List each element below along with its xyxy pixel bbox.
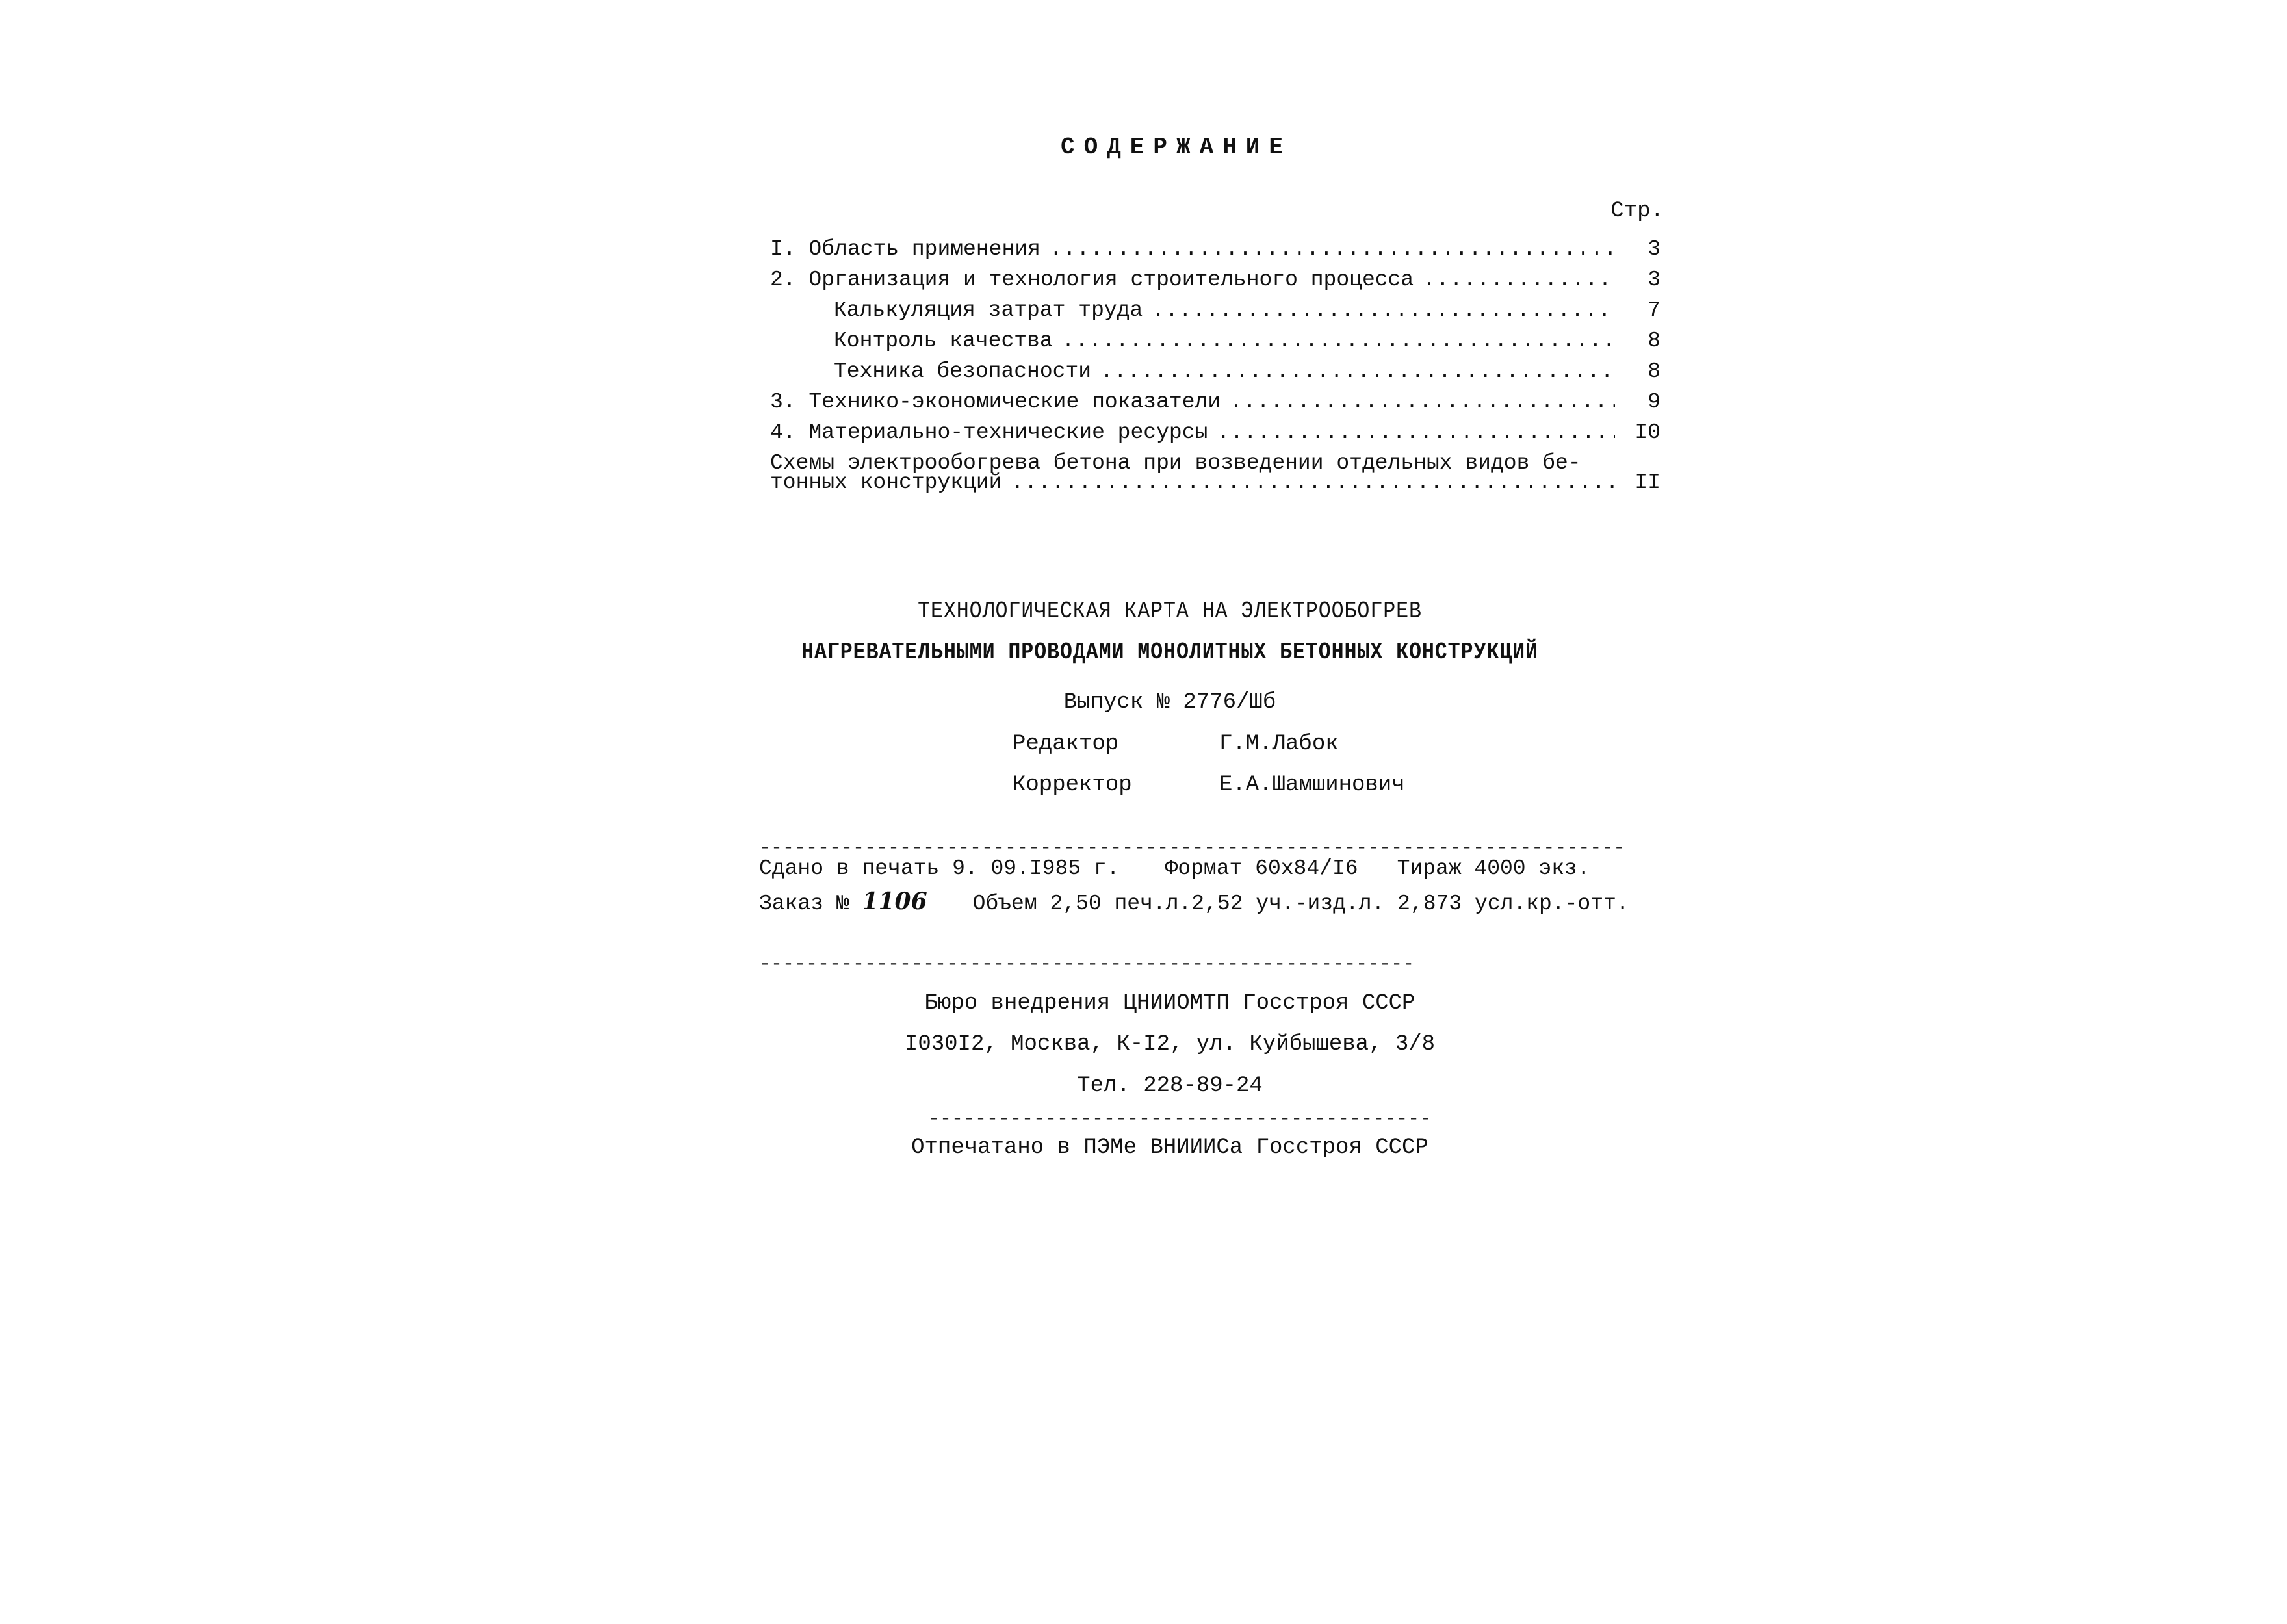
toc-leader-dots [1152, 298, 1615, 322]
toc-leader-dots [1423, 268, 1615, 292]
toc-item-label: 2. Организация и технология строительного процесса [770, 268, 1414, 292]
dashed-divider [928, 1113, 1428, 1126]
toc-leader-dots [1230, 390, 1615, 414]
proofreader-name: Е.А.Шамшинович [1219, 773, 1405, 797]
print-run: Тираж 4000 экз. [1397, 857, 1590, 881]
toc-item [770, 420, 1660, 451]
document-title-line2: НАГРЕВАТЕЛЬНЫМИ ПРОВОДАМИ МОНОЛИТНЫХ БЕТОННЫХ КОНСТРУКЦИЙ [801, 639, 1538, 665]
issue-number: Выпуск № 2776/Шб [1063, 690, 1276, 715]
toc-item-label-line1: Схемы электрообогрева бетона при возведении отдельных видов бе- [770, 451, 1581, 475]
editor-name: Г.М.Лабок [1219, 732, 1339, 756]
print-volume: Объем 2,50 печ.л.2,52 уч.-изд.л. 2,873 усл.кр.-отт. [972, 892, 1629, 916]
toc-item-label: Калькуляция затрат труда [834, 298, 1143, 322]
toc-item-page: II [1634, 470, 1660, 495]
toc-item-line2 [770, 470, 1660, 495]
editor-line [1013, 732, 1339, 756]
order-line [759, 888, 1629, 916]
toc-item-label: Контроль качества [834, 329, 1053, 353]
order-number-handwritten: 1106 [862, 888, 927, 915]
toc-item-page: 3 [1647, 237, 1660, 261]
bureau-address: I030I2, Москва, К-I2, ул. Куйбышева, 3/8 [904, 1032, 1436, 1057]
toc-item-label-line2: тонных конструкций [770, 470, 1002, 495]
submitted-label: Сдано в печать [759, 857, 940, 881]
order-label: Заказ № [759, 892, 849, 916]
toc-leader-dots [1050, 237, 1615, 261]
toc-item-page: 8 [1647, 329, 1660, 353]
toc-page-header: Стр. [1610, 199, 1664, 224]
toc-leader-dots [1217, 420, 1615, 445]
toc-item-page: 8 [1647, 359, 1660, 383]
toc-subitem [770, 359, 1660, 390]
toc-item-page: 9 [1647, 390, 1660, 414]
toc-item-label: 4. Материально-технические ресурсы [770, 420, 1208, 445]
toc-item-page: 3 [1647, 268, 1660, 292]
dashed-divider [759, 842, 1623, 855]
toc-title: СОДЕРЖАНИЕ [1060, 134, 1293, 161]
toc-subitem [770, 298, 1660, 329]
toc-item [770, 390, 1660, 420]
toc-item-label: I. Область применения [770, 237, 1040, 261]
dashed-divider [759, 958, 1412, 971]
toc-leader-dots [1011, 473, 1615, 493]
proofreader-role: Корректор [1013, 773, 1132, 797]
toc-item-label: Техника безопасности [834, 359, 1092, 383]
printed-by: Отпечатано в ПЭМе ВНИИИСа Госстроя СССР [911, 1135, 1428, 1160]
toc-item-page: 7 [1647, 298, 1660, 322]
toc-item-label: 3. Технико-экономические показатели [770, 390, 1221, 414]
bureau-phone: Тел. 228-89-24 [1077, 1074, 1263, 1098]
proofreader-line [1013, 773, 1405, 797]
toc-subitem [770, 329, 1660, 359]
toc-item [770, 237, 1660, 268]
submitted-date: 9. 09.I985 г. [952, 857, 1120, 881]
toc-item-page: I0 [1634, 420, 1660, 445]
toc-item [770, 268, 1660, 298]
document-title-line1: ТЕХНОЛОГИЧЕСКАЯ КАРТА НА ЭЛЕКТРООБОГРЕВ [918, 598, 1422, 625]
paper-format: Формат 60х84/I6 [1165, 857, 1358, 881]
toc-leader-dots [1100, 359, 1615, 383]
table-of-contents [770, 237, 1660, 493]
toc-item-multiline [770, 451, 1660, 495]
bureau-name: Бюро внедрения ЦНИИОМТП Госстроя СССР [924, 991, 1415, 1016]
editor-role: Редактор [1013, 732, 1119, 756]
submission-line [759, 857, 1590, 881]
toc-leader-dots [1062, 329, 1615, 353]
